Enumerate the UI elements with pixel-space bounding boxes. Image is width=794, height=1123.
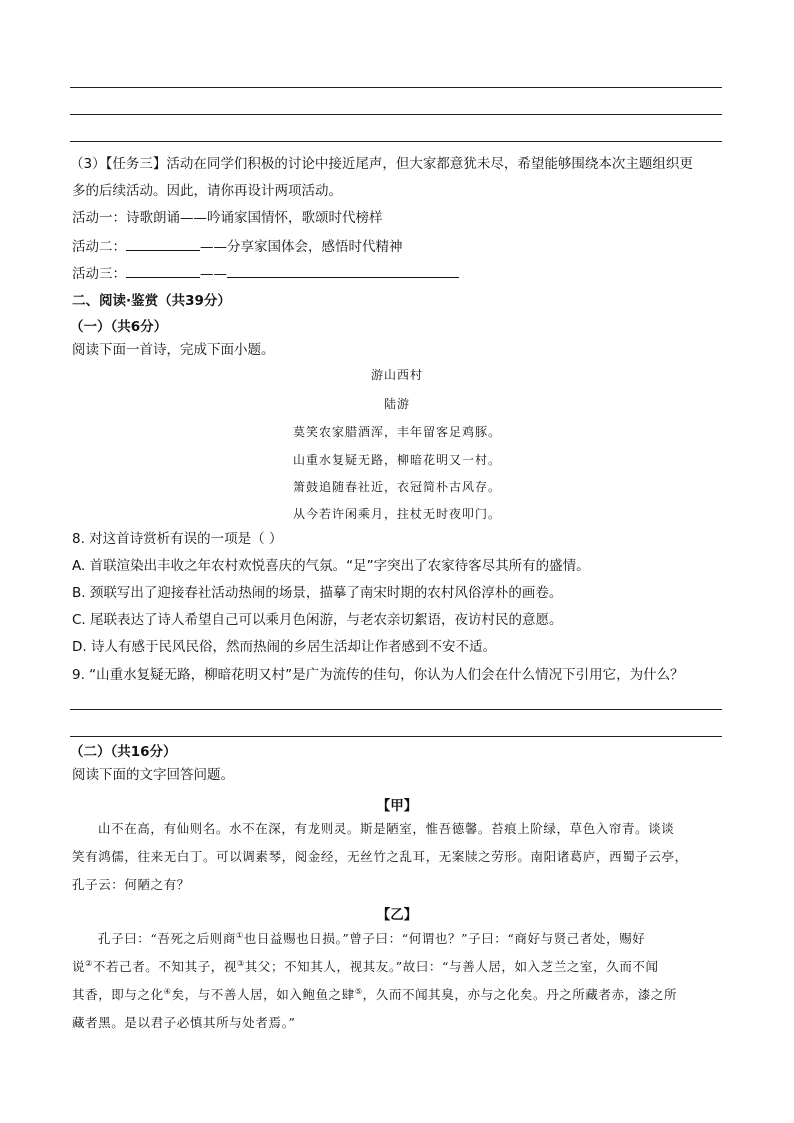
footnote-marker: ④	[163, 986, 172, 996]
yi-line: 藏者黑。是以君子必慎其所与处者焉。”	[72, 1015, 296, 1030]
answer-line[interactable]	[70, 87, 722, 88]
activity-3-blank-1[interactable]	[126, 263, 200, 278]
yi-text: 孔子曰：“吾死之后则商	[98, 931, 236, 946]
q9-stem: 9. “山重水复疑无路，柳暗花明又村”是广为流传的佳句，你认为人们会在什么情况下引用它，为什么？	[72, 667, 684, 683]
yi-line	[72, 981, 732, 1009]
poem-title: 游山西村	[370, 368, 423, 382]
jia-line: 笑有鸿儒，往来无白丁。可以调素琴，阅金经，无丝竹之乱耳，无案牍之劳形。南阳诸葛庐，西蜀子云亭，	[72, 849, 688, 864]
answer-line[interactable]	[70, 709, 722, 710]
jia-passage	[72, 815, 732, 899]
yi-text: 不若己者。不知其子，视	[92, 959, 237, 974]
part1-instruction: 阅读下面一首诗，完成下面小题。	[72, 342, 275, 358]
part2-title: （二）（共16分）	[70, 744, 177, 760]
activity-2-blank[interactable]	[126, 236, 200, 251]
activity-2-suffix: ——分享家国体会，感悟时代精神	[200, 239, 403, 255]
poem-line: 莫笑农家腊酒浑，丰年留客足鸡豚。	[292, 425, 501, 439]
answer-line[interactable]	[70, 141, 722, 142]
activity-2-label: 活动二：	[72, 239, 126, 255]
q8-option-b[interactable]: B. 颈联写出了迎接春社活动热闹的场景，描摹了南宋时期的农村风俗淳朴的画卷。	[72, 585, 563, 601]
q3-intro-line1: （3）【任务三】活动在同学们积极的讨论中接近尾声，但大家都意犹未尽，希望能够围绕本次主题组织更	[70, 156, 693, 172]
part2-instruction: 阅读下面的文字回答问题。	[72, 767, 234, 783]
yi-heading: 【乙】	[376, 907, 418, 923]
poem-author: 陆游	[383, 397, 410, 411]
q8-option-c[interactable]: C. 尾联表达了诗人希望自己可以乘月色闲游，与老农亲切絮语，夜访村民的意愿。	[72, 612, 563, 628]
poem-line: 山重水复疑无路，柳暗花明又一村。	[292, 453, 501, 467]
part1-title: （一）（共6分）	[70, 319, 168, 335]
poem-line: 从今若许闲乘月，拄杖无时夜叩门。	[292, 507, 501, 521]
footnote-marker: ①	[236, 930, 244, 940]
yi-line	[72, 925, 732, 953]
activity-1: 活动一：诗歌朗诵——吟诵家国情怀，歌颂时代榜样	[72, 210, 383, 226]
activity-2	[72, 236, 403, 256]
q8-option-a[interactable]: A. 首联渲染出丰收之年农村欢悦喜庆的气氛。“足”字突出了农家待客尽其所有的盛情。	[72, 558, 590, 574]
yi-passage	[72, 925, 732, 1037]
activity-3-blank-2[interactable]	[227, 263, 459, 278]
poem-line: 箫鼓追随春社近，衣冠简朴古风存。	[292, 480, 501, 494]
activity-3-dash: ——	[200, 266, 227, 282]
yi-text: 也日益赐也日损。”曾子曰：“何谓也？”子曰：“商好与贤己者处，赐好	[243, 931, 646, 946]
q3-intro-line2: 多的后续活动。因此，请你再设计两项活动。	[72, 183, 342, 199]
q8-stem: 8. 对这首诗赏析有误的一项是（ ）	[72, 531, 283, 547]
yi-text: ，久而不闻其臭，亦与之化矣。丹之所藏者赤，漆之所	[362, 987, 678, 1002]
footnote-marker: ②	[85, 958, 93, 968]
footnote-marker: ③	[237, 958, 245, 968]
yi-text: 矣，与不善人居，如入鲍鱼之肆	[171, 987, 355, 1002]
yi-text: 其香，即与之化	[72, 987, 164, 1002]
section-title: 二、阅读·鉴赏（共39分）	[72, 293, 231, 309]
answer-line[interactable]	[70, 736, 722, 737]
footnote-marker: ⑤	[354, 986, 363, 996]
activity-3-label: 活动三：	[72, 266, 126, 282]
yi-line	[72, 953, 732, 981]
q8-option-d[interactable]: D. 诗人有感于民风民俗，然而热闹的乡居生活却让作者感到不安不适。	[72, 639, 496, 655]
activity-3	[72, 263, 459, 283]
yi-text: 说	[72, 959, 86, 974]
answer-line[interactable]	[70, 114, 722, 115]
jia-line: 孔子云：何陋之有？	[72, 877, 190, 892]
jia-heading: 【甲】	[376, 798, 418, 814]
jia-line: 山不在高，有仙则名。水不在深，有龙则灵。斯是陋室，惟吾德馨。苔痕上阶绿，草色入帘青。谈谈	[98, 821, 675, 836]
yi-text: 其父；不知其人，视其友。”故曰：“与善人居，如入芝兰之室，久而不闻	[244, 959, 659, 974]
